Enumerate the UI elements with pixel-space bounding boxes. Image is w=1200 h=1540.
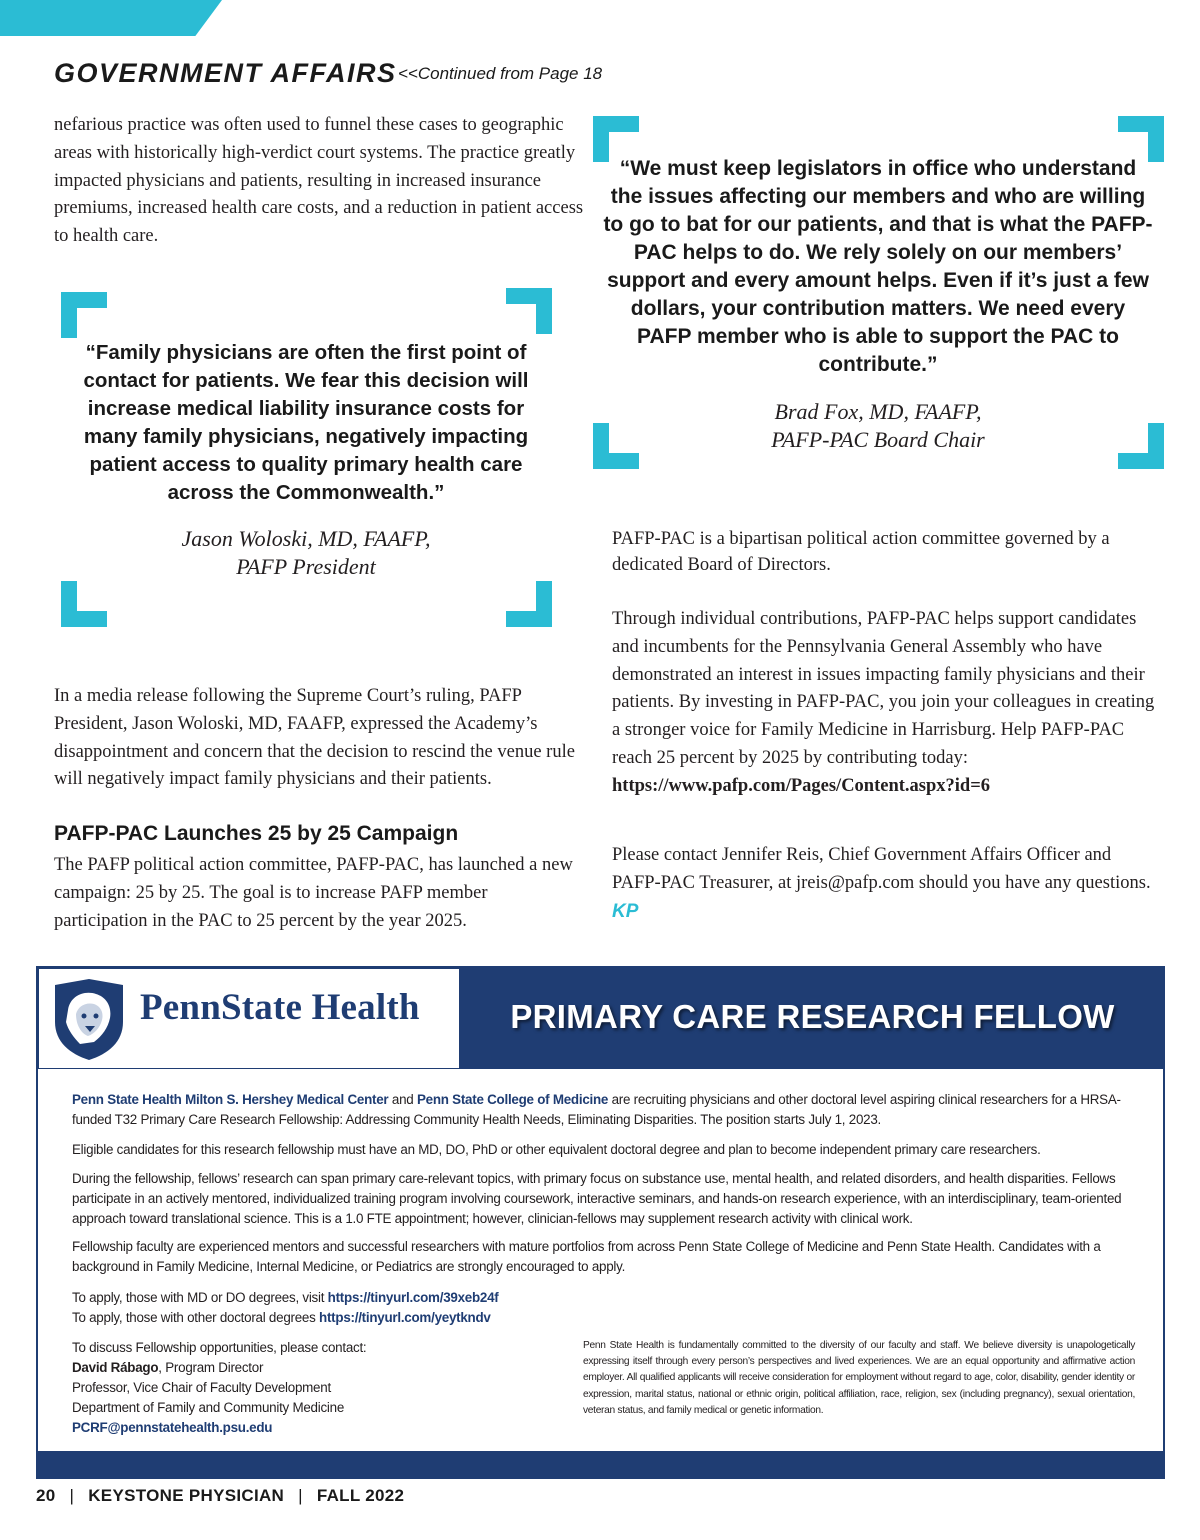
issue-label: FALL 2022 (316, 1486, 405, 1505)
ad-apply-md-do-link[interactable]: https://tinyurl.com/39xeb24f (327, 1290, 499, 1305)
pull-quote-attribution (602, 398, 1154, 454)
ad-paragraph-1-text: are recruiting physicians and other doctoral level aspiring clinical researchers for a HRSA-funded T32 Primary Care Research Fellowship: Addressing Community Health Needs, Eliminating Disparities. The position starts July 1, 2023. (72, 1092, 1121, 1127)
continued-from-label: <<Continued from Page 18 (398, 64, 603, 83)
ad-paragraph-2: Eligible candidates for this research fellowship must have an MD, DO, PhD or other equivalent doctoral degree and plan to become independent primary care researchers. (72, 1142, 1041, 1157)
page-footer (36, 1486, 404, 1506)
ad-apply-other-link[interactable]: https://tinyurl.com/yeytkndv (319, 1310, 491, 1325)
pull-quote-fox: “We must keep legislators in office who understand the issues affecting our members and who are willing to go to bat for our patients, and that is what the PAFP-PAC helps to do. We rely solely on our members’ support and every amount helps. Even if it’s just a few dollars, your contribution matters. We need every PAFP member who is able to support the PAC to contribute.” (603, 157, 1153, 376)
ad-apply-other (72, 1308, 672, 1328)
ad-paragraph-3: During the fellowship, fellows’ research can span primary care-relevant topics, with primary focus on substance use, mental health, and related disorders, and health disparities. Fellows participate in an actively mentored, individualized training program involving coursework, interactive seminars, and hands-on research experience, with an interdisciplinary, team-oriented approach toward translational science. This is a 1.0 FTE appointment; however, clinician-fellows may supplement research activity with clinical work. (72, 1171, 1122, 1226)
left-paragraph-3: The PAFP political action committee, PAFP-PAC, has launched a new campaign: 25 by 25. The goal is to increase PAFP member participation in the PAC to 25 percent by the year 2025. (54, 855, 573, 931)
pull-quote-woloski: “Family physicians are often the first point of contact for patients. We fear this decision will increase medical liability insurance costs for many family physicians, negatively impacting patient access to quality primary health care across the Commonwealth.” (83, 341, 529, 504)
page-number: 20 (36, 1486, 56, 1505)
quote-bracket-top-right (506, 288, 552, 334)
right-paragraph-1: PAFP-PAC is a bipartisan political action committee governed by a dedicated Board of Directors. (612, 529, 1110, 575)
ad-paragraph-1 (72, 1090, 1147, 1130)
right-paragraph-2 (612, 606, 1160, 801)
ad-and: and (388, 1092, 417, 1107)
footer-separator: | (69, 1486, 75, 1505)
pafp-pac-link[interactable]: https://www.pafp.com/Pages/Content.aspx?id=6 (612, 775, 991, 796)
ad-paragraph-4: Fellowship faculty are experienced mentors and successful researchers with mature portfolios from across Penn State College of Medicine and Penn State Health. Candidates with a background in Family Medicine, Internal Medicine, or Pediatrics are strongly encouraged to apply. (72, 1239, 1101, 1274)
attribution-title: PAFP-PAC Board Chair (771, 427, 985, 452)
ad-org-college: Penn State College of Medicine (416, 1092, 609, 1107)
penn-state-shield-icon (50, 976, 128, 1062)
ad-apply-other-text: To apply, those with other doctoral degrees (72, 1310, 320, 1325)
attribution-name: Jason Woloski, MD, FAAFP, (181, 526, 431, 551)
ad-footer-band (36, 1451, 1165, 1479)
ad-apply-md-do-text: To apply, those with MD or DO degrees, visit (72, 1290, 328, 1305)
ad-contact-block (72, 1338, 552, 1438)
quote-bracket-bottom-left (61, 581, 107, 627)
quote-bracket-bottom-right (506, 581, 552, 627)
ad-contact-line-3: Department of Family and Community Medicine (72, 1400, 345, 1415)
kp-end-mark: KP (612, 900, 639, 922)
ad-title: PRIMARY CARE RESEARCH FELLOW (510, 998, 1115, 1035)
ad-apply-md-do (72, 1288, 672, 1308)
ad-contact-name-line (72, 1358, 552, 1378)
ad-disclaimer: Penn State Health is fundamentally committed to the diversity of our faculty and staff. We believe diversity is unapologetically expressing itself through every person’s perspectives and lived experiences. We are an equal opportunity and affirmative action employer. All qualified applicants will receive consideration for employment without regard to age, color, disability, gender identity or expression, marital status, national or ethnic origin, political affiliation, race, religion, sex (including pregnancy), sexual orientation, veteran status, and family medical or genetic information. (583, 1340, 1135, 1416)
ad-contact-intro: To discuss Fellowship opportunities, please contact: (72, 1340, 367, 1355)
ad-org-hershey: Penn State Health Milton S. Hershey Medical Center (72, 1092, 389, 1107)
attribution-title: PAFP President (236, 554, 376, 579)
ad-contact-name: David Rábago (72, 1360, 159, 1375)
ad-contact-role: , Program Director (158, 1360, 264, 1375)
publication-name: KEYSTONE PHYSICIAN (88, 1486, 285, 1505)
top-accent-tab (0, 0, 222, 36)
ad-contact-email[interactable]: PCRF@pennstatehealth.psu.edu (72, 1420, 273, 1435)
footer-separator: | (298, 1486, 303, 1505)
ad-contact-line-2: Professor, Vice Chair of Faculty Development (72, 1380, 331, 1395)
right-paragraph-3-text: Please contact Jennifer Reis, Chief Government Affairs Officer and PAFP-PAC Treasurer, at jreis@pafp.com should you have any questions. (612, 845, 1151, 893)
quote-bracket-top-left (61, 292, 107, 338)
right-paragraph-2-text: Through individual contributions, PAFP-PAC helps support candidates and incumbents for the Pennsylvania General Assembly who have demonstrated an interest in issues impacting family physicians and their patients. By investing in PAFP-PAC, you join your colleagues in creating a stronger voice for Family Medicine in Harrisburg. Help PAFP-PAC reach 25 percent by 2025 by contributing today: (612, 609, 1155, 768)
left-paragraph-2: In a media release following the Supreme Court’s ruling, PAFP President, Jason Woloski, MD, FAAFP, expressed the Academy’s disappointment and concern that the decision to rescind the venue rule will negatively impact family physicians and their patients. (54, 686, 575, 790)
campaign-heading: PAFP-PAC Launches 25 by 25 Campaign (54, 822, 459, 845)
penn-state-health-logo-text: PennState Health (140, 987, 420, 1028)
right-paragraph-3 (612, 842, 1160, 926)
section-title: GOVERNMENT AFFAIRS (54, 58, 397, 88)
attribution-name: Brad Fox, MD, FAAFP, (774, 399, 982, 424)
left-paragraph-1: nefarious practice was often used to funnel these cases to geographic areas with historically high-verdict court systems. The practice greatly impacted physicians and patients, resulting in increased insurance premiums, increased health care costs, and a reduction in patient access to health care. (54, 115, 584, 247)
pull-quote-attribution (60, 525, 552, 581)
